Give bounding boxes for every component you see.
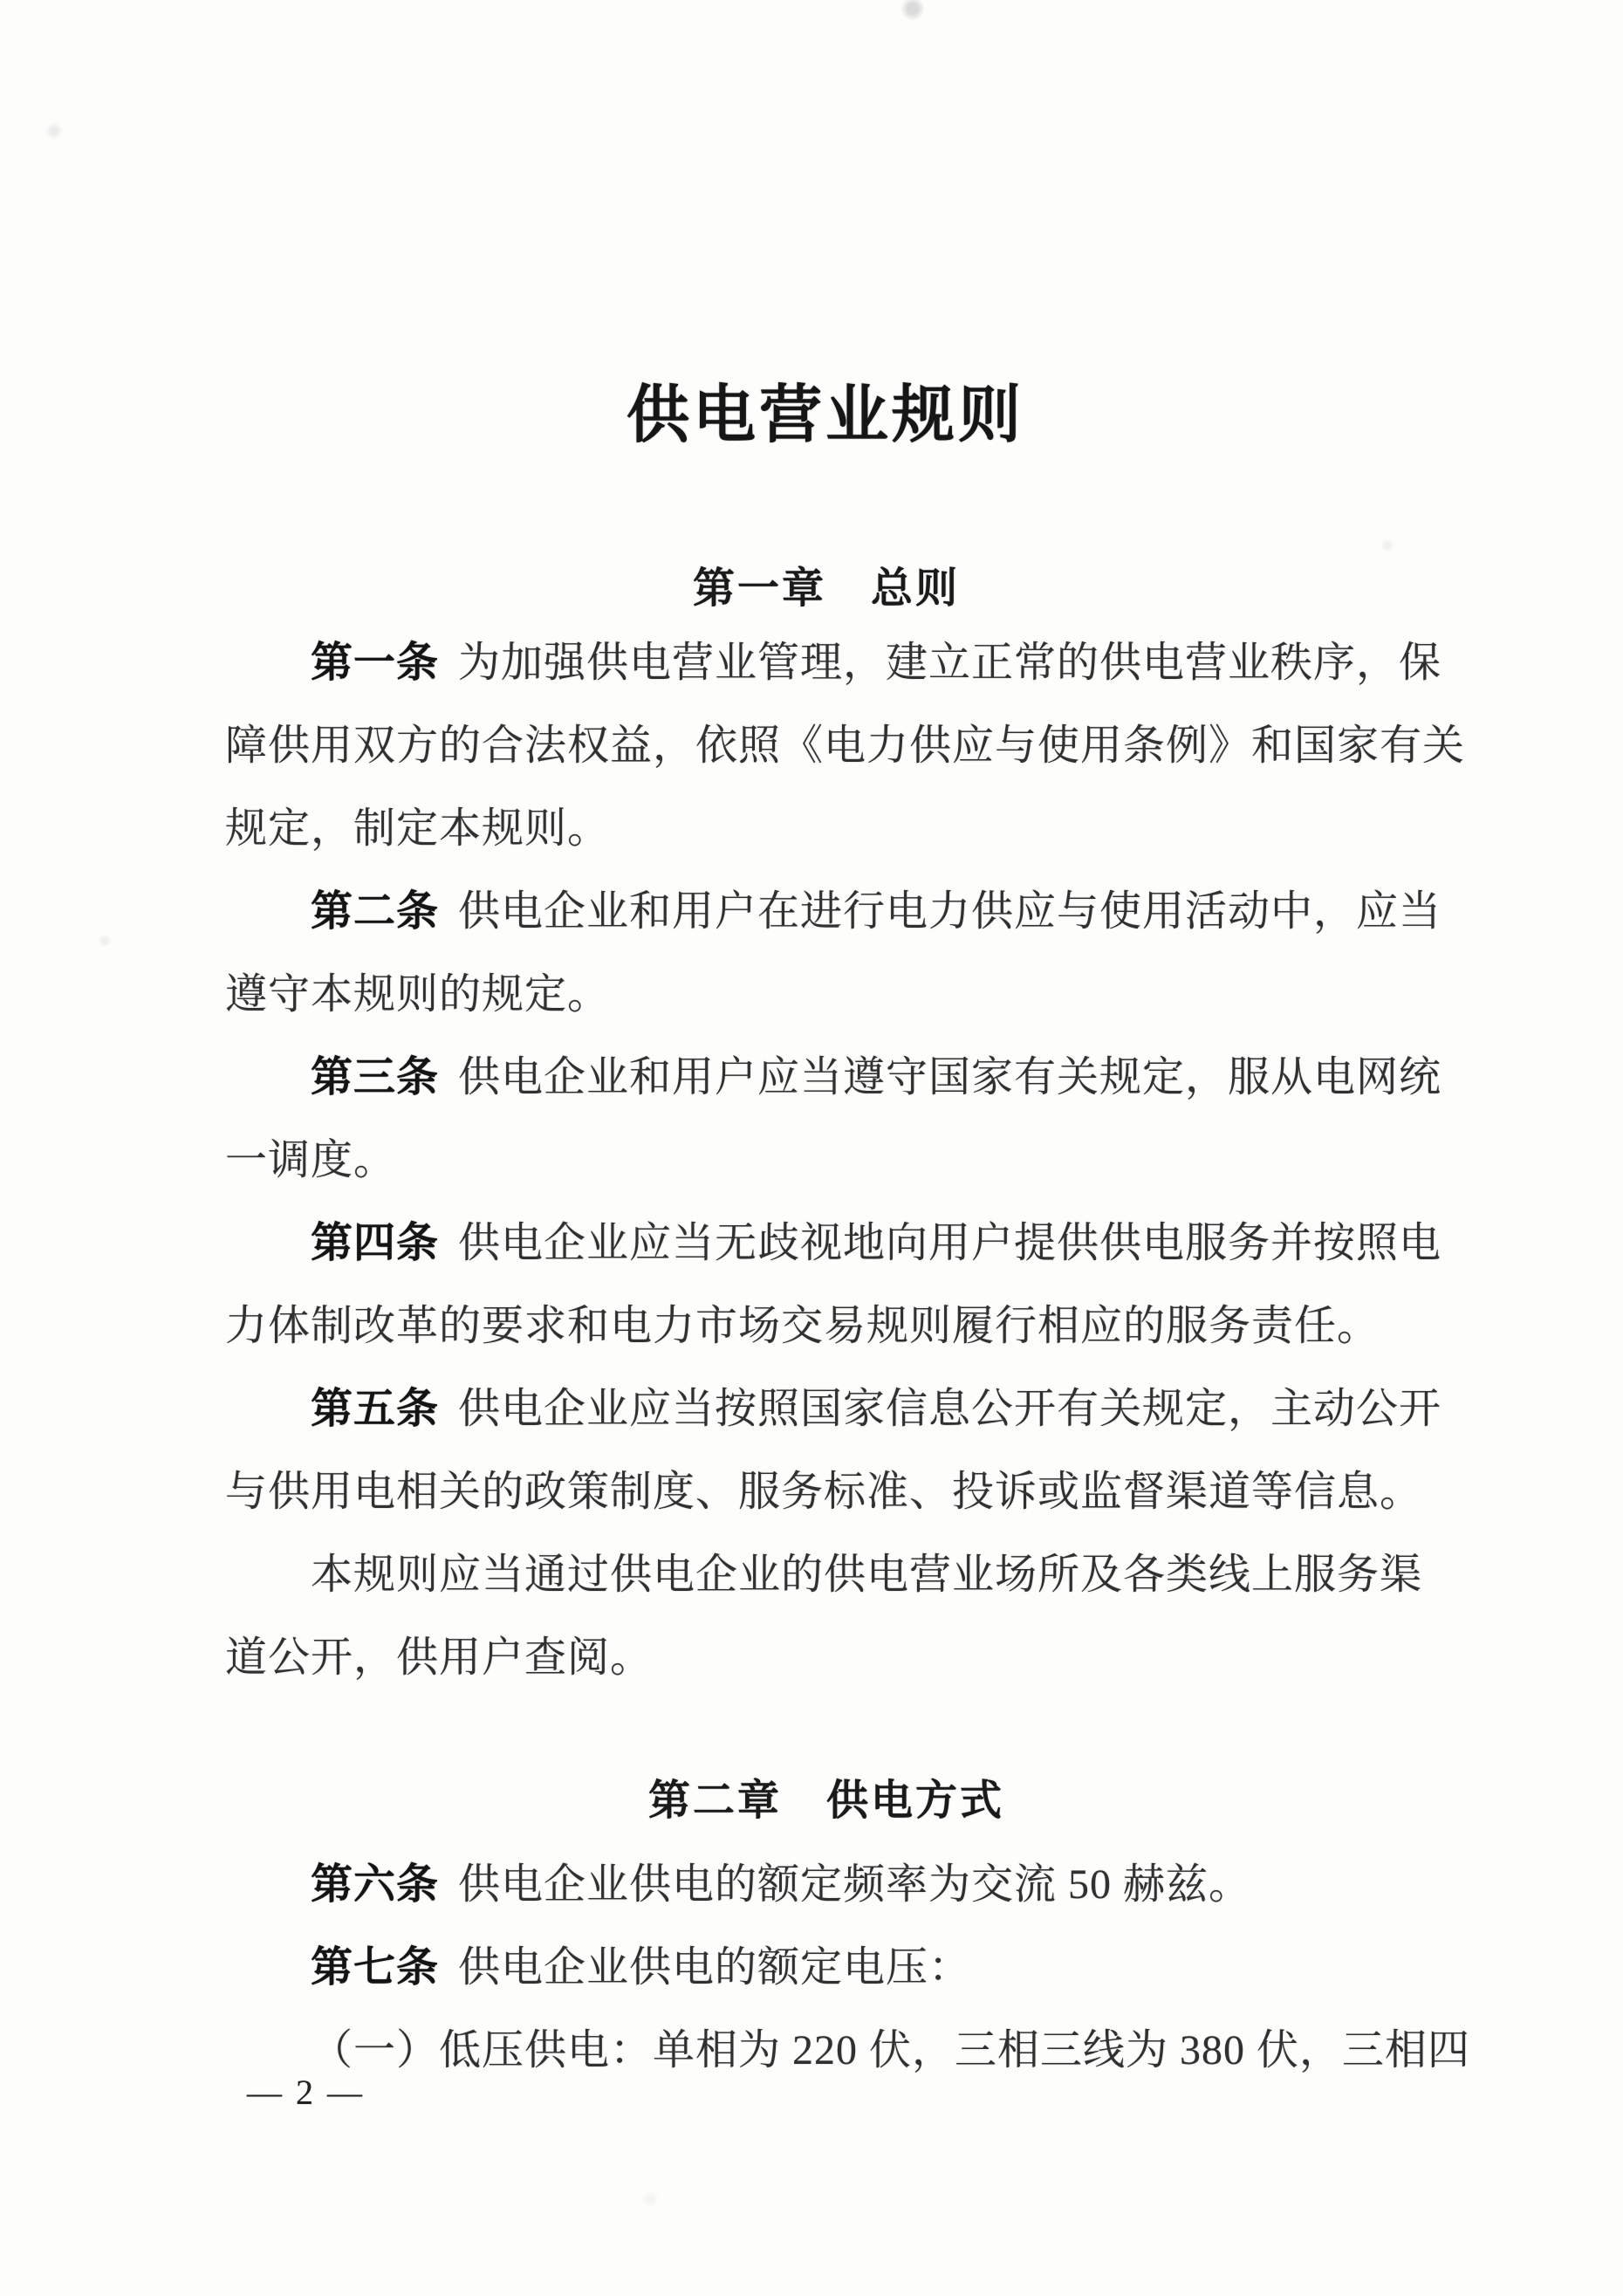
line-text: 规定，制定本规则。 xyxy=(225,805,611,852)
text-line xyxy=(225,1119,1475,1202)
article-number: 第一条 xyxy=(311,640,440,686)
text-line xyxy=(225,2009,1475,2092)
line-text: 供电企业供电的额定电压： xyxy=(458,1944,972,1991)
article-number: 第四条 xyxy=(311,1220,440,1266)
chapter-section xyxy=(225,559,1475,1699)
line-text: 为加强供电营业管理，建立正常的供电营业秩序，保 xyxy=(458,640,1442,686)
line-text: 供电企业应当按照国家信息公开有关规定，主动公开 xyxy=(458,1386,1442,1432)
text-line xyxy=(225,1450,1475,1533)
line-text: 遵守本规则的规定。 xyxy=(225,971,611,1018)
text-line xyxy=(225,1285,1475,1367)
text-line xyxy=(225,1202,1475,1285)
chapter-text xyxy=(225,1843,1475,2092)
page-number: — 2 — xyxy=(247,2073,365,2112)
text-line xyxy=(225,704,1475,787)
text-line xyxy=(225,1616,1475,1699)
chapter-section xyxy=(225,1771,1475,2092)
line-text: 道公开，供用户查阅。 xyxy=(225,1635,654,1681)
text-line xyxy=(225,870,1475,953)
chapter-heading: 第一章 总则 xyxy=(692,565,960,612)
text-line xyxy=(225,1843,1475,1926)
text-line xyxy=(225,1367,1475,1450)
text-line xyxy=(225,1926,1475,2009)
text-line xyxy=(225,1533,1475,1616)
article-number: 第七条 xyxy=(311,1944,440,1991)
line-text: （一）低压供电：单相为 220 伏，三相三线为 380 伏，三相四 xyxy=(311,2027,1471,2073)
document-title: 供电营业规则 xyxy=(626,380,1024,450)
text-line xyxy=(225,1036,1475,1119)
article-number: 第六条 xyxy=(311,1861,440,1908)
line-text: 障供用双方的合法权益，依照《电力供应与使用条例》和国家有关 xyxy=(225,723,1466,769)
line-text: 供电企业和用户应当遵守国家有关规定，服从电网统 xyxy=(458,1054,1442,1100)
line-text: 供电企业供电的额定频率为交流 50 赫兹。 xyxy=(458,1861,1252,1908)
document-body xyxy=(225,559,1475,2092)
line-text: 力体制改革的要求和电力市场交易规则履行相应的服务责任。 xyxy=(225,1303,1380,1349)
article-number: 第二条 xyxy=(311,888,440,935)
chapter-heading: 第二章 供电方式 xyxy=(647,1778,1004,1824)
line-text: 供电企业和用户在进行电力供应与使用活动中，应当 xyxy=(458,888,1442,935)
line-text: 供电企业应当无歧视地向用户提供供电服务并按照电 xyxy=(458,1220,1442,1266)
text-line xyxy=(225,787,1475,870)
article-number: 第三条 xyxy=(311,1054,440,1100)
text-line xyxy=(225,621,1475,704)
line-text: 本规则应当通过供电企业的供电营业场所及各类线上服务渠 xyxy=(311,1552,1423,1598)
text-line xyxy=(225,953,1475,1036)
chapter-text xyxy=(225,621,1475,1699)
line-text: 与供用电相关的政策制度、服务标准、投诉或监督渠道等信息。 xyxy=(225,1469,1423,1515)
article-number: 第五条 xyxy=(311,1386,440,1432)
line-text: 一调度。 xyxy=(225,1137,397,1183)
